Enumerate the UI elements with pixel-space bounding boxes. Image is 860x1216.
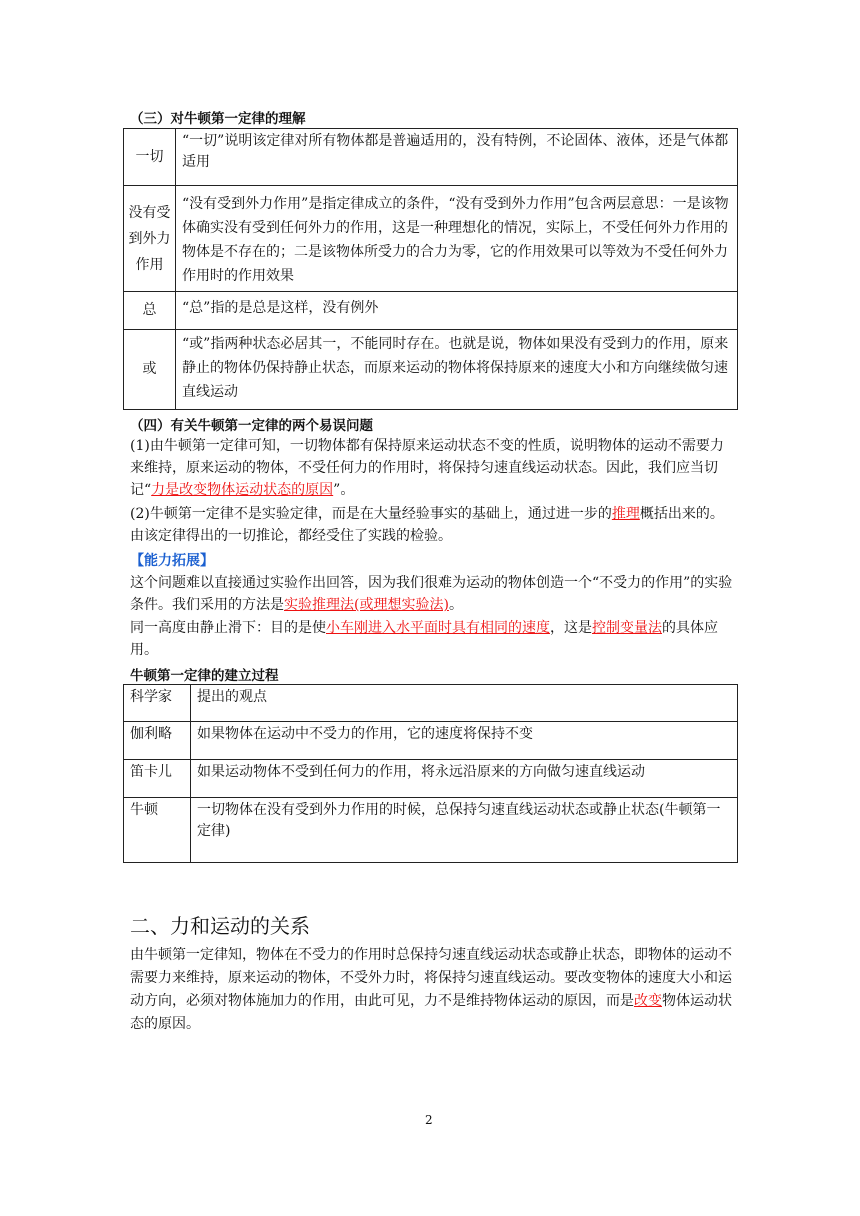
- text: 的具体应用。: [130, 620, 718, 658]
- extension-paragraph-1: [130, 572, 736, 616]
- text: ”。: [333, 482, 355, 498]
- viewpoint-cell: 如果运动物体不受到任何力的作用，将永远沿原来的方向做匀速直线运动: [191, 760, 738, 798]
- text: 由牛顿第一定律知，物体在不受力的作用时总保持匀速直线运动状态或静止状态，即物体的运动不需要力来维持，原来运动的物体，不受外力时，将保持匀速直线运动。要改变物体的速度大小和运动方向，必须对物体施加力的作用，由此可见，力不是维持物体运动的原因，而是: [130, 947, 732, 1009]
- section3-heading: （三）对牛顿第一定律的理解: [130, 111, 306, 127]
- text: 同一高度由静止滑下：目的是使: [130, 620, 326, 636]
- explanation-cell: “或”指两种状态必居其一，不能同时存在。也就是说，物体如果没有受到力的作用，原来静止的物体仍保持静止状态，而原来运动的物体将保持原来的速度大小和方向继续做匀速直线运动: [176, 330, 738, 410]
- understanding-table: [123, 128, 738, 410]
- history-heading: 牛顿第一定律的建立过程: [130, 668, 279, 684]
- key-answer: 实验推理法(或理想实验法): [284, 597, 449, 613]
- extension-paragraph-2: [130, 617, 736, 661]
- text: ，这是: [550, 620, 592, 636]
- section4-heading: （四）有关牛顿第一定律的两个易误问题: [130, 418, 373, 434]
- key-answer: 改变: [634, 993, 662, 1009]
- explanation-cell: “没有受到外力作用”是指定律成立的条件，“没有受到外力作用”包含两层意思：一是该物体确实没有受到任何外力的作用，这是一种理想化的情况，实际上，不受任何外力作用的物体是不存在的；二是该物体所受力的合力为零，它的作用效果可以等效为不受任何外力作用时的作用效果: [176, 186, 738, 292]
- misconception-2: [130, 503, 736, 547]
- viewpoint-cell: 如果物体在运动中不受力的作用，它的速度将保持不变: [191, 722, 738, 760]
- text: 这个问题难以直接通过实验作出回答，因为我们很难为运动的物体创造一个“不受力的作用”的实验条件。我们采用的方法是: [130, 575, 733, 613]
- scientist-cell: 伽利略: [124, 722, 191, 760]
- text: 。: [448, 597, 463, 613]
- term-cell: 没有受到外力作用: [124, 186, 176, 292]
- history-table: [123, 684, 738, 863]
- misconception-1: [130, 435, 736, 501]
- term-cell: 或: [124, 330, 176, 410]
- key-answer: 小车刚进入水平面时具有相同的速度: [326, 620, 550, 636]
- page-number: 2: [425, 1113, 433, 1127]
- scientist-cell: 牛顿: [124, 798, 191, 863]
- scientist-cell: 笛卡儿: [124, 760, 191, 798]
- scientist-cell: 科学家: [124, 685, 191, 722]
- text: (2)牛顿第一定律不是实验定律，而是在大量经验事实的基础上，通过进一步的: [130, 506, 612, 522]
- part2-title: 二、力和运动的关系: [130, 914, 310, 938]
- key-answer: 推理: [611, 506, 640, 522]
- viewpoint-cell: 一切物体在没有受到外力作用的时候，总保持匀速直线运动状态或静止状态(牛顿第一定律): [191, 798, 738, 863]
- explanation-cell: “总”指的是总是这样，没有例外: [176, 292, 738, 330]
- term-cell: 一切: [124, 129, 176, 186]
- key-answer: 控制变量法: [592, 620, 662, 636]
- text: 物体运动状态的原因。: [130, 993, 732, 1032]
- part2-heading: [130, 910, 310, 939]
- text: 概括出来的。由该定律得出的一切推论，都经受住了实践的检验。: [130, 506, 724, 544]
- key-answer: 力是改变物体运动状态的原因: [151, 482, 334, 498]
- viewpoint-cell: 提出的观点: [191, 685, 738, 722]
- term-cell: 总: [124, 292, 176, 330]
- part2-paragraph: [130, 944, 736, 1036]
- explanation-cell: “一切”说明该定律对所有物体都是普遍适用的，没有特例，不论固体、液体，还是气体都适用: [176, 129, 738, 186]
- text: (1)由牛顿第一定律可知，一切物体都有保持原来运动状态不变的性质，说明物体的运动不需要力来维持，原来运动的物体，不受任何力的作用时，将保持匀速直线运动状态。因此，我们应当切记“: [130, 438, 724, 498]
- extension-heading: 【能力拓展】: [130, 553, 214, 569]
